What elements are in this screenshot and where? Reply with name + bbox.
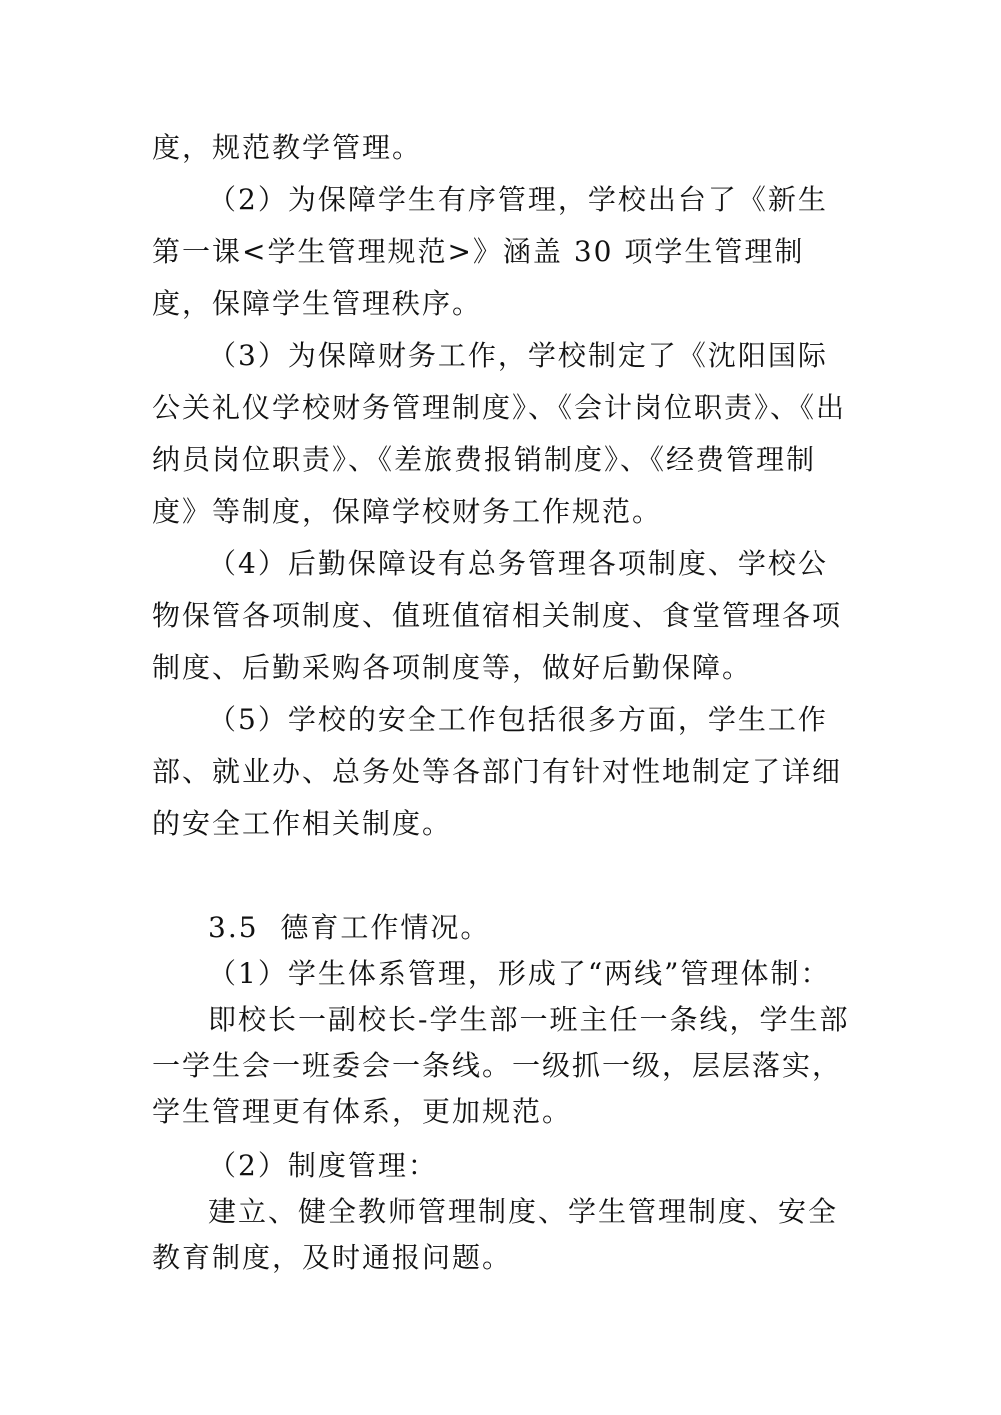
paragraph-finance: （3）为保障财务工作，学校制定了《沈阳国际公关礼仪学校财务管理制度》、《会计岗位职责》、《出纳员岗位职责》、《差旅费报销制度》、《经费管理制度》等制度，保障学校财务工作规范。 <box>152 339 847 528</box>
paragraph-regulation-detail: 建立、健全教师管理制度、学生管理制度、安全教育制度，及时通报问题。 <box>152 1195 839 1274</box>
paragraph-continued: 度，规范教学管理。 <box>152 131 423 164</box>
paragraph-two-lines: 即校长一副校长-学生部一班主任一条线，学生部一学生会一班委会一条线。一级抓一级，层层落实，学生管理更有体系，更加规范。 <box>152 1003 850 1128</box>
paragraph-system-management: （1）学生体系管理，形成了“两线”管理体制： <box>208 957 831 990</box>
paragraph-regulation-heading: （2）制度管理： <box>208 1149 438 1182</box>
section-heading-3-5: 3.5 德育工作情况。 <box>208 911 491 944</box>
paragraph-safety: （5）学校的安全工作包括很多方面，学生工作部、就业办、总务处等各部门有针对性地制定了详细的安全工作相关制度。 <box>152 703 843 840</box>
paragraph-student-management: （2）为保障学生有序管理，学校出台了《新生第一课<学生管理规范>》涵盖 30 项学生管理制度，保障学生管理秩序。 <box>152 183 828 320</box>
paragraph-logistics: （4）后勤保障设有总务管理各项制度、学校公物保管各项制度、值班值宿相关制度、食堂管理各项制度、后勤采购各项制度等，做好后勤保障。 <box>152 547 843 684</box>
